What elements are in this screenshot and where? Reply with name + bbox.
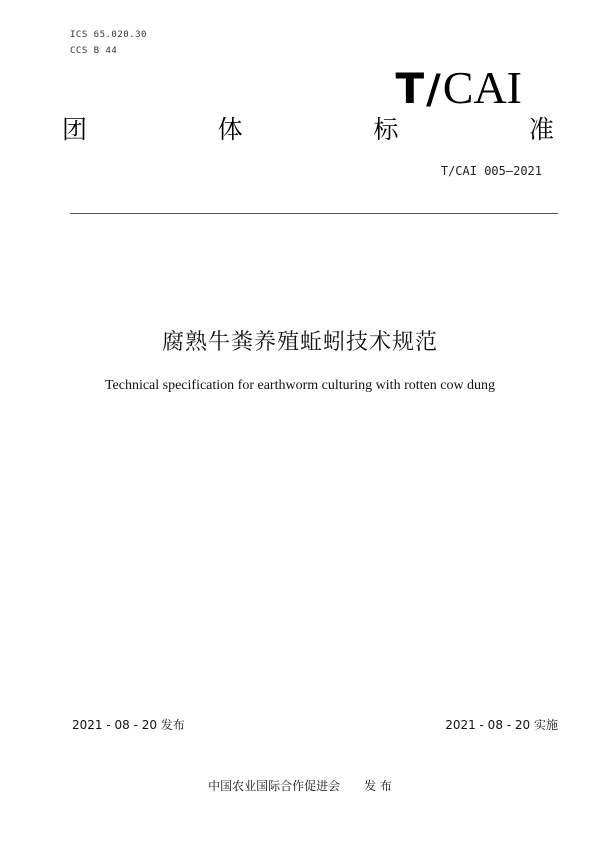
logo-org-abbr: CAI [442, 62, 522, 113]
implementation-date: 2021 - 08 - 20 实施 [445, 718, 558, 732]
standard-number: T/CAI 005—2021 [440, 164, 542, 178]
publish-label: 发 布 [364, 779, 392, 793]
publisher-name: 中国农业国际合作促进会 [208, 779, 341, 793]
standard-type-char: 准 [528, 115, 554, 144]
standard-type-char: 团 [62, 115, 88, 144]
title-english: Technical specification for earthworm culturing with rotten cow dung [104, 378, 496, 393]
title-chinese: 腐熟牛粪养殖蚯蚓技术规范 [161, 330, 438, 355]
publisher-line [0, 777, 600, 794]
logo-slash: / [426, 67, 441, 113]
ics-code: ICS 65.020.30 [70, 30, 147, 40]
standard-type-heading [62, 114, 554, 146]
organization-logo [396, 62, 523, 116]
standard-type-char: 体 [217, 115, 243, 144]
logo-letter-t: T [395, 64, 425, 113]
header-divider [70, 213, 558, 214]
ccs-code: CCS B 44 [70, 46, 118, 56]
standard-type-char: 标 [373, 115, 399, 144]
issue-date: 2021 - 08 - 20 发布 [72, 718, 185, 732]
